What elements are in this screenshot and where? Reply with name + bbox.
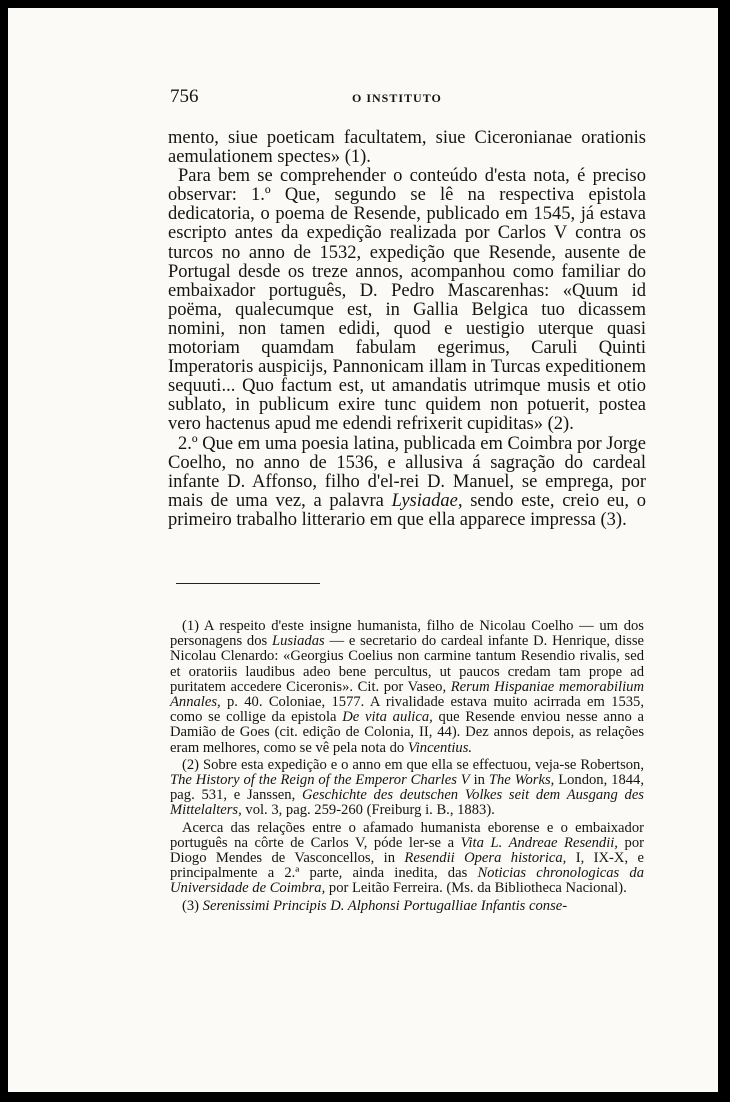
book-page <box>8 8 718 1092</box>
footnote-2 <box>170 758 644 819</box>
footnote-1-italic: Rerum Hispaniae memorabilium Annales, <box>170 678 644 711</box>
footnote-2c-text: por Diogo Mendes de Vasconcellos, in <box>170 834 644 867</box>
paragraph-3-italic: Lysiadae, <box>391 490 463 511</box>
footnote-2c-text: por Leitão Ferreira. (Ms. da Bibliotheca Nacional). <box>325 880 627 897</box>
body-text <box>168 129 646 530</box>
page-header <box>170 86 646 110</box>
footnote-1-text: (1) A respeito d'este insigne humanista, filho de Nicolau Coelho — um dos personagens dos <box>170 618 644 650</box>
footnote-2-italic: Geschichte des deutschen Volkes seit dem Ausgang des Mittelalters, <box>170 787 644 819</box>
footnote-3-text: (3) <box>182 897 203 914</box>
footnote-2c-italic: Vita L. Andreae Resendii, <box>460 834 618 851</box>
footnote-2c-italic: Resendii Opera historica, <box>404 850 567 867</box>
paragraph-3-text-end: sendo este, creio eu, o primeiro trabalho litterario em que ella apparece impressa (3). <box>168 490 646 530</box>
footnote-1-text: que Resende enviou nesse anno a Damião de Goes (cit. edição de Colonia, II, 44). Dez annos depois, as relações eram melhores, como se vê pela nota do <box>170 709 645 756</box>
paragraph-1: mento, siue poeticam facultatem, siue Ciceronianae orationis aemulationem spectes» (1). <box>168 128 646 168</box>
footnote-3 <box>170 899 644 914</box>
page-number: 756 <box>170 86 199 107</box>
footnotes <box>170 619 644 916</box>
footnote-3-italic: Serenissimi Principis D. Alphonsi Portugalliae Infantis conse- <box>202 897 568 914</box>
footnote-1-italic: Vincentius. <box>407 739 473 756</box>
footnote-1-italic: De vita aulica, <box>342 709 433 726</box>
footnote-2-italic: The Works, <box>488 772 555 789</box>
paragraph-3 <box>168 435 646 530</box>
footnote-1-text: — e secretario do cardeal infante D. Henrique, disse Nicolau Clenardo: «Georgius Coelius non carmine tantum Resendio rivalis, sed et oratoriis laudibus adeo bene percultus, ut paucos credam tam prope ad puritatem accedere Ciceronis». Cit. por Vaseo, <box>170 633 644 695</box>
footnote-2-text: (2) Sobre esta expedição e o anno em que ella se effectuou, veja-se Robertson, <box>182 756 644 773</box>
footnote-2-text: in <box>469 772 489 789</box>
footnote-divider <box>176 583 320 584</box>
paragraph-3-text: 2.º Que em uma poesia latina, publicada em Coimbra por Jorge Coelho, no anno de 1536, e allusiva á sagração do cardeal infante D. Affonso, filho d'el-rei D. Manuel, se emprega, por mais de uma vez, a palavra <box>168 433 646 511</box>
footnote-1-italic: Lusiadas <box>271 633 325 650</box>
footnote-2-text: London, 1844, pag. 531, e Janssen, <box>170 772 644 804</box>
footnote-1-text: p. 40. Coloniae, 1577. A rivalidade estava muito acirrada em 1535, como se collige da epistola <box>170 694 644 726</box>
footnote-2-italic: The History of the Reign of the Emperor Charles V <box>170 772 470 789</box>
footnote-2-continued <box>170 821 644 897</box>
footnote-2c-text: Acerca das relações entre o afamado humanista eborense e o embaixador português na côrte de Carlos V, póde ler-se a <box>170 819 644 851</box>
paragraph-2: Para bem se comprehender o conteúdo d'esta nota, é preciso observar: 1.º Que, segundo se lê na respectiva epistola dedicatoria, o poema de Resende, publicado em 1545, já estava escripto antes da expedição realizada por Carlos V contra os turcos no anno de 1532, expedição que Resende, ausente de Portugal desde os treze annos, acompanhou como familiar do embaixador português, D. Pedro Mascarenhas: «Quum id poëma, qualecumque est, in Gallia Belgica tuo dicassem nomini, non tamen edidi, quod e uestigio uterque quasi motoriam quamdam fabulam egerimus, Caruli Quinti Imperatoris auspicijs, Pannonicam illam in Turcas expeditionem sequuti... Quo factum est, ut amandatis utrimque musis et otio sublato, in publicum exire tunc quidem non potuerit, postea vero hactenus apud me edendi refrixerit cupiditas» (2). <box>168 166 646 435</box>
footnote-2c-italic: Noticias chronologicas da Universidade de Coimbra, <box>170 865 645 897</box>
running-title: O INSTITUTO <box>352 91 442 105</box>
footnote-1 <box>170 619 644 756</box>
footnote-2c-text: I, IX-X, e principalmente a 2.ª parte, ainda inedita, das <box>170 850 644 882</box>
footnote-2-text: vol. 3, pag. 259-260 (Freiburg i. B., 1883). <box>241 802 495 819</box>
